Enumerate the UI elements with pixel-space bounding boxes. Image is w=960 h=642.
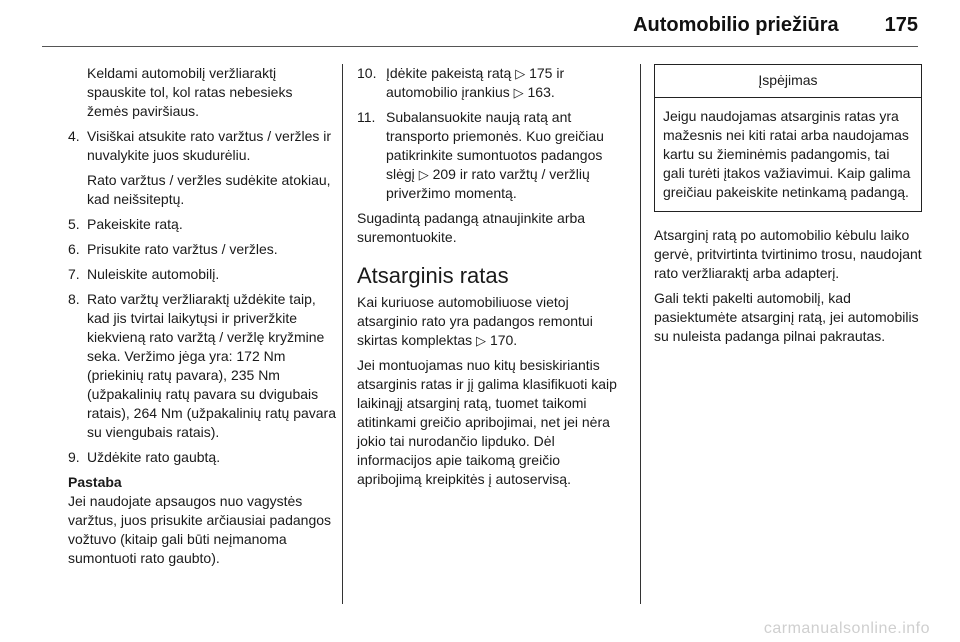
step-text: Prisukite rato varžtus / veržles. — [87, 241, 278, 257]
reference-arrow-icon: ▷ — [418, 167, 429, 182]
repair-paragraph: Sugadintą padangą atnaujinkite arba suremontuokite. — [357, 210, 586, 245]
step-4-subtext: Rato varžtus / veržles sudėkite atokiau, kad neišsiteptų. — [87, 172, 331, 207]
step-6 — [68, 240, 336, 259]
step-text: Įdėkite pakeistą ratą — [386, 65, 512, 81]
reference-arrow-icon: ▷ — [513, 85, 524, 100]
column-divider-1 — [342, 64, 343, 604]
spare-access-paragraph: Gali tekti pakelti automobilį, kad pasiektumėte atsarginį ratą, jei automobilis su nuleista padanga pilnai pakrautas. — [654, 290, 919, 344]
step-number: 10. — [357, 65, 377, 81]
column-divider-2 — [640, 64, 641, 604]
section-title: Atsarginis ratas — [357, 263, 509, 288]
step-text: ir automobilio įrankius — [386, 65, 565, 100]
step-number: 6. — [68, 241, 80, 257]
column-1 — [68, 64, 336, 574]
step-text: Visiškai atsukite rato varžtus / veržles ir nuvalykite juos skudurėliu. — [87, 128, 332, 163]
step-11 — [357, 108, 625, 203]
step-text: ir rato varžtų / veržlių priveržimo momentą. — [386, 166, 590, 201]
paragraph-text: Kai kuriuose automobiliuose vietoj atsarginio rato yra padangos remontui skirtas komplektas — [357, 294, 593, 348]
step-text: Rato varžtų veržliaraktį uždėkite taip, kad jis tvirtai laikytųsi ir priveržkite kiekvieną rato varžtą / veržlę kryžmine seka. Veržimo jėga yra: 172 Nm (priekinių ratų pavara), 235 Nm (užpakalinių ratų pavara su dvigubais ratais), 264 Nm (užpakalinių ratų pavara su viengubais ratais). — [87, 291, 337, 440]
header-divider — [42, 46, 918, 47]
step-number: 9. — [68, 449, 80, 465]
step-number: 4. — [68, 128, 80, 144]
step-number: 7. — [68, 266, 80, 282]
spare-paragraph-2: Jei montuojamas nuo kitų besiskiriantis atsarginis ratas ir jį galima klasifikuoti kaip laikinąjį atsarginį ratą, tuomet taikomi atitinkami greičio apribojimai, net jei nėra jokio tai nurodančio lipduko. Dėl informacijos apie taikomą greičio apribojimą kreipkitės į autoservisą. — [357, 357, 617, 487]
step-text: Nuleiskite automobilį. — [87, 266, 220, 282]
step-5 — [68, 215, 336, 234]
step-number: 11. — [357, 109, 376, 125]
note-text: Jei naudojate apsaugos nuo vagystės varžtus, juos prisukite arčiausiai padangos vožtuvo (kitaip gali būti neįmanoma sumontuoti rato gaubto). — [68, 493, 332, 566]
page-header — [633, 14, 918, 37]
spare-paragraph-1 — [357, 293, 625, 350]
step-text: Uždėkite rato gaubtą. — [87, 449, 221, 465]
page-reference[interactable]: 163. — [527, 84, 555, 100]
page-reference[interactable]: 170. — [489, 332, 518, 348]
warning-title: Įspėjimas — [655, 65, 921, 98]
step-10 — [357, 64, 625, 102]
step-7 — [68, 265, 336, 284]
reference-arrow-icon: ▷ — [476, 333, 487, 348]
chapter-title: Automobilio priežiūra — [633, 14, 839, 36]
step-number: 5. — [68, 216, 80, 232]
reference-arrow-icon: ▷ — [515, 66, 526, 81]
step-4 — [68, 127, 336, 165]
step-text: Pakeiskite ratą. — [87, 216, 183, 232]
note-title: Pastaba — [68, 474, 122, 490]
intro-paragraph: Keldami automobilį veržliaraktį spauskite tol, kol ratas nebesieks žemės paviršiaus. — [87, 65, 293, 119]
warning-box — [654, 64, 922, 212]
step-9 — [68, 448, 336, 467]
watermark: carmanualsonline.info — [763, 620, 930, 637]
step-number: 8. — [68, 291, 80, 307]
step-text: Subalansuokite naują ratą ant transporto priemonės. Kuo greičiau patikrinkite sumontuotos padangos slėgį — [386, 109, 604, 182]
column-3 — [654, 64, 922, 352]
page-reference[interactable]: 175 — [529, 65, 553, 81]
step-8 — [68, 290, 336, 442]
page-reference[interactable]: 209 — [432, 166, 456, 182]
warning-text: Jeigu naudojamas atsarginis ratas yra mažesnis nei kiti ratai arba naudojamas kartu su žieminėmis padangomis, tai gali turėti įtakos važiavimui. Kaip galima greičiau pakeiskite netinkamą padangą. — [663, 108, 911, 200]
spare-location-paragraph: Atsarginį ratą po automobilio kėbulu laiko gervė, pritvirtinta tvirtinimo trosu, naudojant rato veržliaraktį arba adapterį. — [654, 227, 922, 281]
page-number: 175 — [884, 14, 918, 36]
column-2 — [357, 64, 625, 495]
